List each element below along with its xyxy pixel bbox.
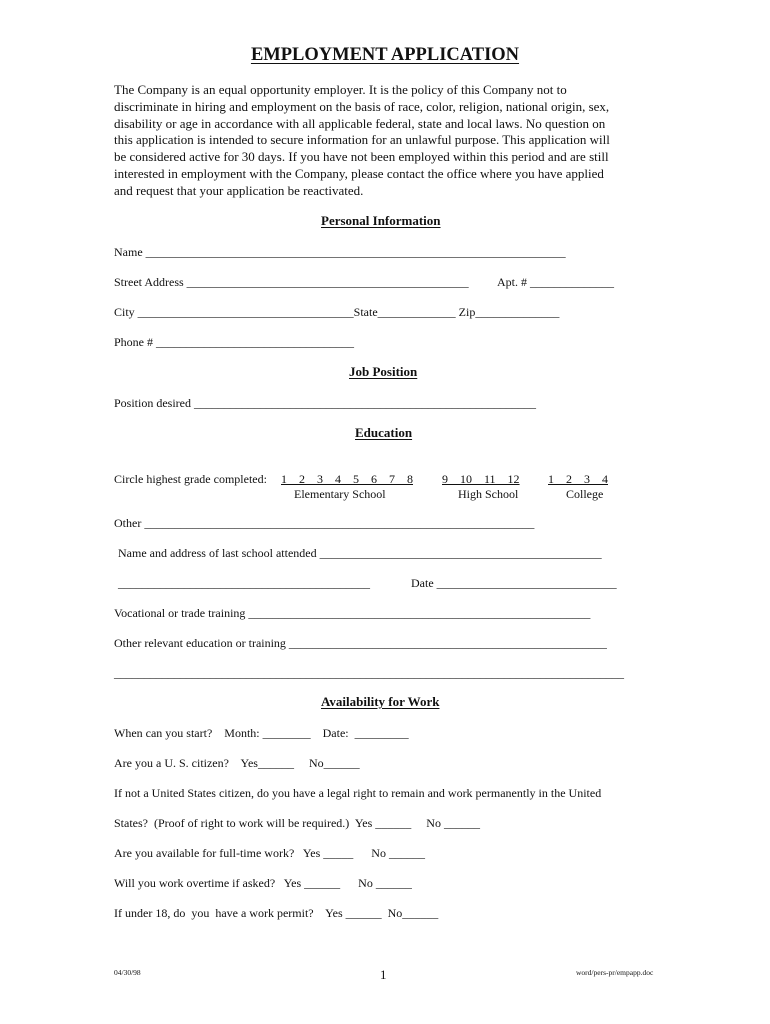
education-extra-line[interactable]: _____________________________________________________________________________________ bbox=[114, 666, 624, 680]
position-desired-field[interactable]: Position desired _________________________________________________________ bbox=[114, 396, 536, 410]
intro-line: interested in employment with the Company, please contact the office where you have applied bbox=[114, 165, 604, 181]
intro-line: discriminate in hiring and employment on the basis of race, color, religion, national origin, sex, bbox=[114, 98, 610, 114]
high-school-grades[interactable]: 9 10 11 12 bbox=[442, 472, 520, 486]
elementary-school-label: Elementary School bbox=[294, 487, 386, 501]
apt-field[interactable]: Apt. # ______________ bbox=[497, 275, 614, 289]
circle-grade-label: Circle highest grade completed: bbox=[114, 472, 267, 486]
footer-file-path: word/pers-pr/empapp.doc bbox=[576, 968, 654, 977]
last-school-address-line[interactable]: __________________________________________ bbox=[118, 576, 370, 590]
overtime-field[interactable]: Will you work overtime if asked? Yes ______ No ______ bbox=[114, 876, 412, 890]
college-label: College bbox=[566, 487, 604, 501]
city-state-zip-field[interactable]: City ____________________________________State_____________ Zip______________ bbox=[114, 305, 560, 319]
us-citizen-field[interactable]: Are you a U. S. citizen? Yes______ No______ bbox=[114, 756, 360, 770]
intro-line: be considered active for 30 days. If you have not been employed within this period and are still bbox=[114, 149, 609, 165]
footer-date: 04/30/98 bbox=[114, 968, 141, 977]
last-school-field[interactable]: Name and address of last school attended _______________________________________________ bbox=[118, 546, 602, 560]
college-grades[interactable]: 1 2 3 4 bbox=[548, 472, 608, 486]
school-date-field[interactable]: Date ______________________________ bbox=[411, 576, 617, 590]
intro-line: disability or age in accordance with all applicable federal, state and local laws. No question on bbox=[114, 115, 606, 131]
elementary-grades[interactable]: 1 2 3 4 5 6 7 8 bbox=[281, 472, 413, 486]
legal-right-question: If not a United States citizen, do you have a legal right to remain and work permanently in the United bbox=[114, 786, 602, 800]
full-time-field[interactable]: Are you available for full-time work? Yes _____ No ______ bbox=[114, 846, 425, 860]
intro-line: and request that your application be reactivated. bbox=[114, 182, 364, 198]
education-heading: Education bbox=[355, 425, 413, 440]
vocational-training-field[interactable]: Vocational or trade training _________________________________________________________ bbox=[114, 606, 591, 620]
intro-line: this application is intended to secure information for an unlawful purpose. This application will bbox=[114, 132, 610, 148]
high-school-label: High School bbox=[458, 487, 519, 501]
page-title: EMPLOYMENT APPLICATION bbox=[250, 45, 520, 65]
work-permit-field[interactable]: If under 18, do you have a work permit? Yes ______ No______ bbox=[114, 906, 439, 920]
other-relevant-education-field[interactable]: Other relevant education or training _____________________________________________________ bbox=[114, 636, 607, 650]
availability-heading: Availability for Work bbox=[321, 694, 440, 709]
intro-paragraph bbox=[114, 82, 674, 200]
legal-right-field[interactable]: States? (Proof of right to work will be required.) Yes ______ No ______ bbox=[114, 816, 480, 830]
street-address-field[interactable]: Street Address _______________________________________________ bbox=[114, 275, 469, 289]
other-education-field[interactable]: Other _________________________________________________________________ bbox=[114, 516, 535, 530]
name-field[interactable]: Name ______________________________________________________________________ bbox=[114, 245, 566, 259]
page-number: 1 bbox=[380, 967, 387, 982]
job-position-heading: Job Position bbox=[349, 364, 418, 379]
intro-line: The Company is an equal opportunity employer. It is the policy of this Company not to bbox=[114, 82, 567, 97]
personal-info-heading: Personal Information bbox=[321, 213, 441, 228]
phone-field[interactable]: Phone # _________________________________ bbox=[114, 335, 354, 349]
start-date-field[interactable]: When can you start? Month: ________ Date: _________ bbox=[114, 726, 409, 740]
